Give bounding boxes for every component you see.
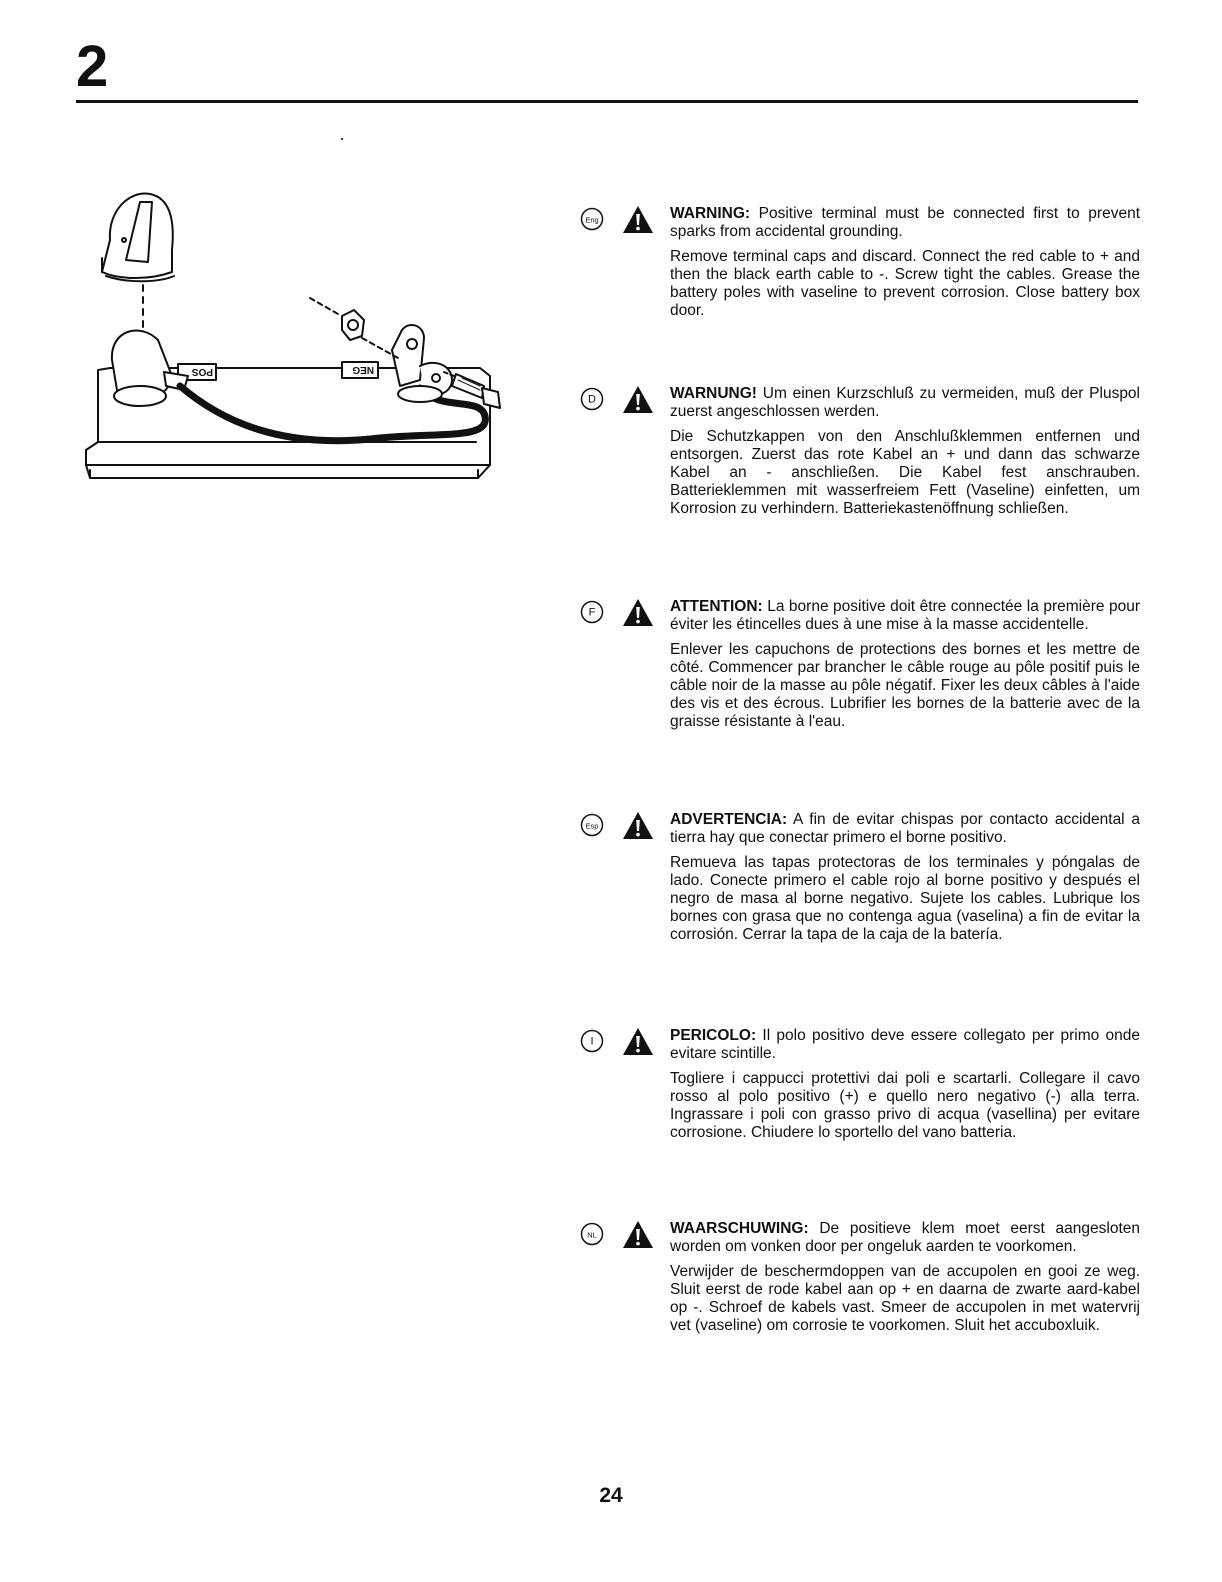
warning-triangle-icon [622,205,654,235]
warning-triangle-icon [622,598,654,628]
warning-label: PERICOLO: [670,1027,757,1044]
warning-triangle-icon [622,811,654,841]
instruction-text: Verwijder de beschermdoppen van de accupolen en gooi ze weg. Sluit eerst de rode kabel aan op + en daarna de zwarte aard-kabel op -. Schroef de kabels vast. Smeer de accupolen in met watervrij vet (vaseline) om corrosie te voorkomen. Sluit het accuboxluik. [670,1263,1140,1334]
warning-triangle-icon [622,1220,654,1250]
language-code: NL [587,1230,597,1240]
warning-label: ATTENTION: [670,598,763,615]
language-badge-icon [580,600,604,624]
warning-text [670,205,1140,241]
warning-message: A fin de evitar chispas por contacto accidental a tierra hay que conectar primero el borne positivo. [670,811,1141,846]
warning-label: WARNING: [670,205,751,222]
warning-triangle-icon [622,1027,654,1057]
instruction-text: Enlever les capuchons de protections des bornes et les mettre de côté. Commencer par brancher le câble rouge au pôle positif puis le câble noir de la masse au pôle négatif. Fixer les deux câbles à l'aide des vis et des écrous. Lubrifier les bornes de la batterie avec de la graisse résistante à l'eau. [670,641,1140,730]
language-code: F [588,606,596,619]
warning-text [670,598,1140,634]
warning-triangle-icon [622,385,654,415]
negative-terminal-bracket [392,325,452,402]
language-badge-icon [580,813,604,837]
warning-label: ADVERTENCIA: [670,811,788,828]
terminal-cap-icon [102,193,174,281]
pos-label: POS [191,366,213,377]
instruction-text: Togliere i cappucci protettivi dai poli e scartarli. Collegare il cavo rosso al polo positivo (+) e quello nero negativo (-) alla terra. Ingrassare i poli con grasso privo di acqua (vasellina) per evitare corrosione. Chiudere lo sportello del vano batteria. [670,1070,1140,1141]
battery-terminal-illustration [80,180,520,490]
warning-text [670,811,1140,847]
warning-label: WARNUNG! [670,385,757,402]
warning-message: La borne positive doit être connectée la première pour éviter les étincelles dues à une mise à la masse accidentelle. [670,598,1140,633]
neg-label: NEG [352,364,374,375]
language-badge-icon [580,387,604,411]
warning-text [670,1027,1140,1063]
warning-message: Um einen Kurzschluß zu vermeiden, muß der Pluspol zuerst angeschlossen werden. [670,385,1140,420]
warning-message: Il polo positivo deve essere collegato per primo onde evitare scintille. [670,1027,1140,1062]
header-rule [76,100,1138,103]
warning-text [670,385,1140,421]
language-code: Esp [585,821,599,831]
stray-dot [341,138,343,140]
nut-icon [310,298,364,340]
language-badge-icon [580,1029,604,1053]
section-number: 2 [76,34,109,99]
language-code: I [590,1035,594,1048]
language-badge-icon [580,207,604,231]
language-badge-icon [580,1222,604,1246]
instruction-text: Remove terminal caps and discard. Connect the red cable to + and then the black earth cable to -. Screw tight the cables. Grease the battery poles with vaseline to prevent corrosion. Close battery box door. [670,248,1140,319]
page-number: 24 [599,1484,623,1507]
warning-text [670,1220,1140,1256]
warning-label: WAARSCHUWING: [670,1220,809,1237]
language-code: D [588,393,596,406]
instruction-text: Die Schutzkappen von den Anschlußklemmen entfernen und entsorgen. Zuerst das rote Kabel an + und dann das schwarze Kabel an - anschließen. Die Kabel fest anschrauben. Batterieklemmen mit wasserfreiem Fett (Vaseline) einfetten, um Korrosion zu verhindern. Batteriekastenöffnung schließen. [670,428,1140,517]
warning-message: De positieve klem moet eerst aangesloten worden om vonken door per ongeluk aarden te voorkomen. [670,1220,1140,1255]
warning-message: Positive terminal must be connected first to prevent sparks from accidental grounding. [670,205,1140,240]
instruction-text: Remueva las tapas protectoras de los terminales y póngalas de lado. Conecte primero el cable rojo al borne positivo y después el negro de masa al borne negativo. Sujete los cables. Lubrique los bornes con grasa que no contenga agua (vaselina) a fin de evitar la corrosión. Cerrar la tapa de la caja de la batería. [670,854,1140,943]
language-code: Eng [585,215,599,225]
